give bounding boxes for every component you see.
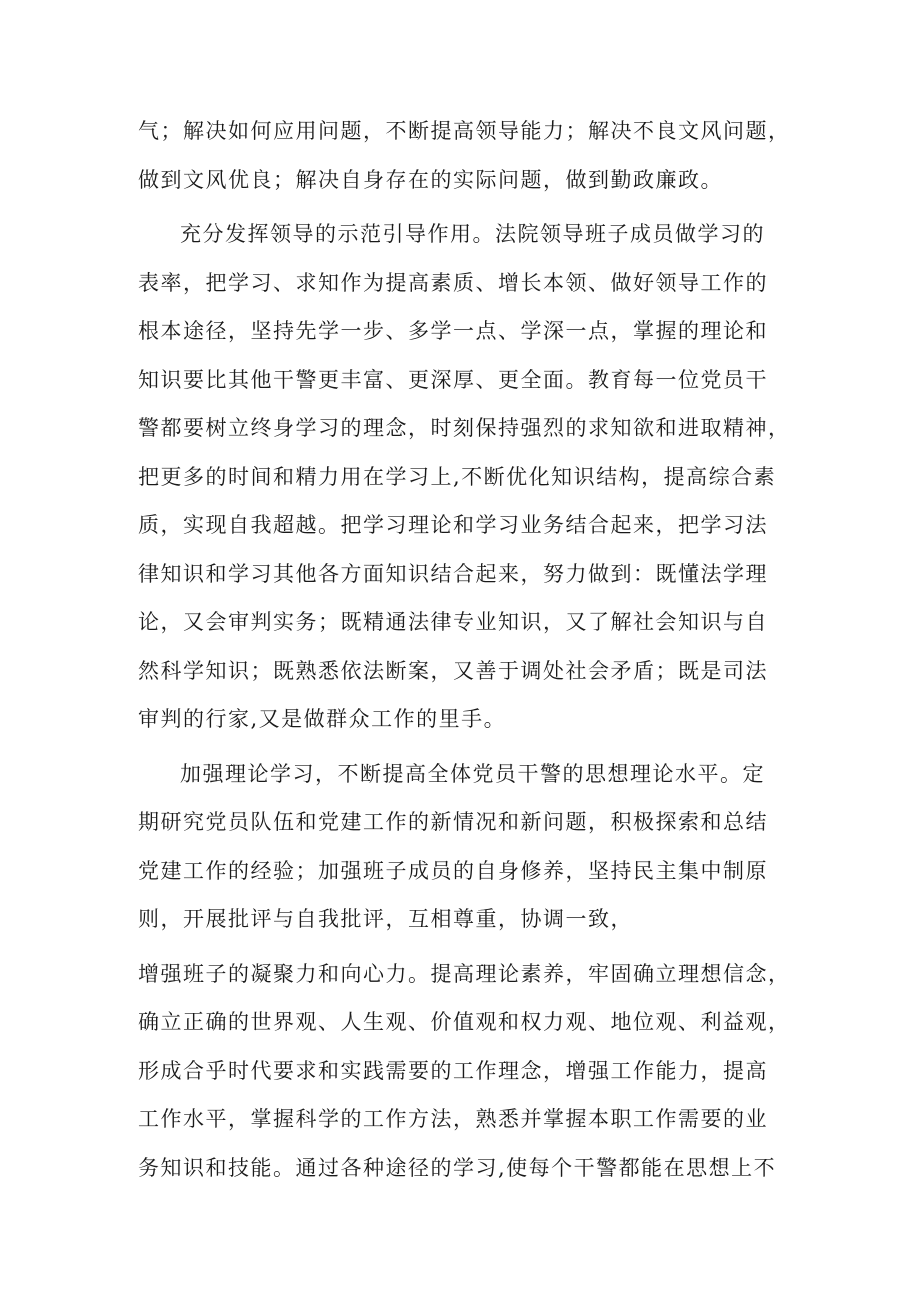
- text-line: 把更多的时间和精力用在学习上,不断优化知识结构，提高综合素: [138, 464, 777, 489]
- document-body: [138, 107, 798, 1192]
- text-line: 工作水平，掌握科学的工作方法，熟悉并掌握本职工作需要的业: [138, 1107, 768, 1131]
- text-line: 则，开展批评与自我批评，互相尊重，协调一致，: [138, 907, 633, 931]
- text-line: 做到文风优良；解决自身存在的实际问题，做到勤政廉政。: [138, 167, 723, 192]
- text-line: 律知识和学习其他各方面知识结合起来，努力做到：既懂法学理: [138, 561, 768, 586]
- text-line: 根本途径，坚持先学一步、多学一点、学深一点，掌握的理论和: [138, 319, 768, 343]
- text-line: 警都要树立终身学习的理念，时刻保持强烈的求知欲和进取精神，: [138, 416, 791, 440]
- text-line: 确立正确的世界观、人生观、价值观和权力观、地位观、利益观，: [138, 1010, 791, 1034]
- text-line: 审判的行家,又是做群众工作的里手。: [138, 707, 507, 731]
- text-line: 期研究党员队伍和党建工作的新情况和新问题，积极探索和总结: [138, 810, 768, 834]
- paragraph-1: [138, 107, 798, 204]
- text-line: 然科学知识；既熟悉依法断案，又善于调处社会矛盾；既是司法: [138, 658, 768, 683]
- text-line: 气；解决如何应用问题，不断提高领导能力；解决不良文风问题，: [138, 119, 791, 143]
- paragraph-2: [138, 210, 798, 744]
- text-line: 论，又会审判实务；既精通法律专业知识，又了解社会知识与自: [138, 610, 768, 634]
- paragraph-4: [138, 950, 798, 1193]
- text-line: 表率，把学习、求知作为提高素质、增长本领、做好领导工作的: [138, 270, 768, 295]
- text-line: 加强理论学习，不断提高全体党员干警的思想理论水平。定: [180, 761, 765, 786]
- text-line: 知识要比其他干警更丰富、更深厚、更全面。教育每一位党员干: [138, 367, 768, 392]
- paragraph-3: [138, 750, 798, 944]
- text-line: 形成合乎时代要求和实践需要的工作理念，增强工作能力，提高: [138, 1058, 768, 1083]
- text-line: 质，实现自我超越。把学习理论和学习业务结合起来，把学习法: [138, 513, 768, 537]
- text-line: 务知识和技能。通过各种途径的学习,使每个干警都能在思想上不: [138, 1155, 777, 1180]
- text-line: 党建工作的经验；加强班子成员的自身修养，坚持民主集中制原: [138, 858, 768, 883]
- text-line: 增强班子的凝聚力和向心力。提高理论素养，牢固确立理想信念，: [138, 961, 791, 986]
- text-line: 充分发挥领导的示范引导作用。法院领导班子成员做学习的: [180, 222, 765, 246]
